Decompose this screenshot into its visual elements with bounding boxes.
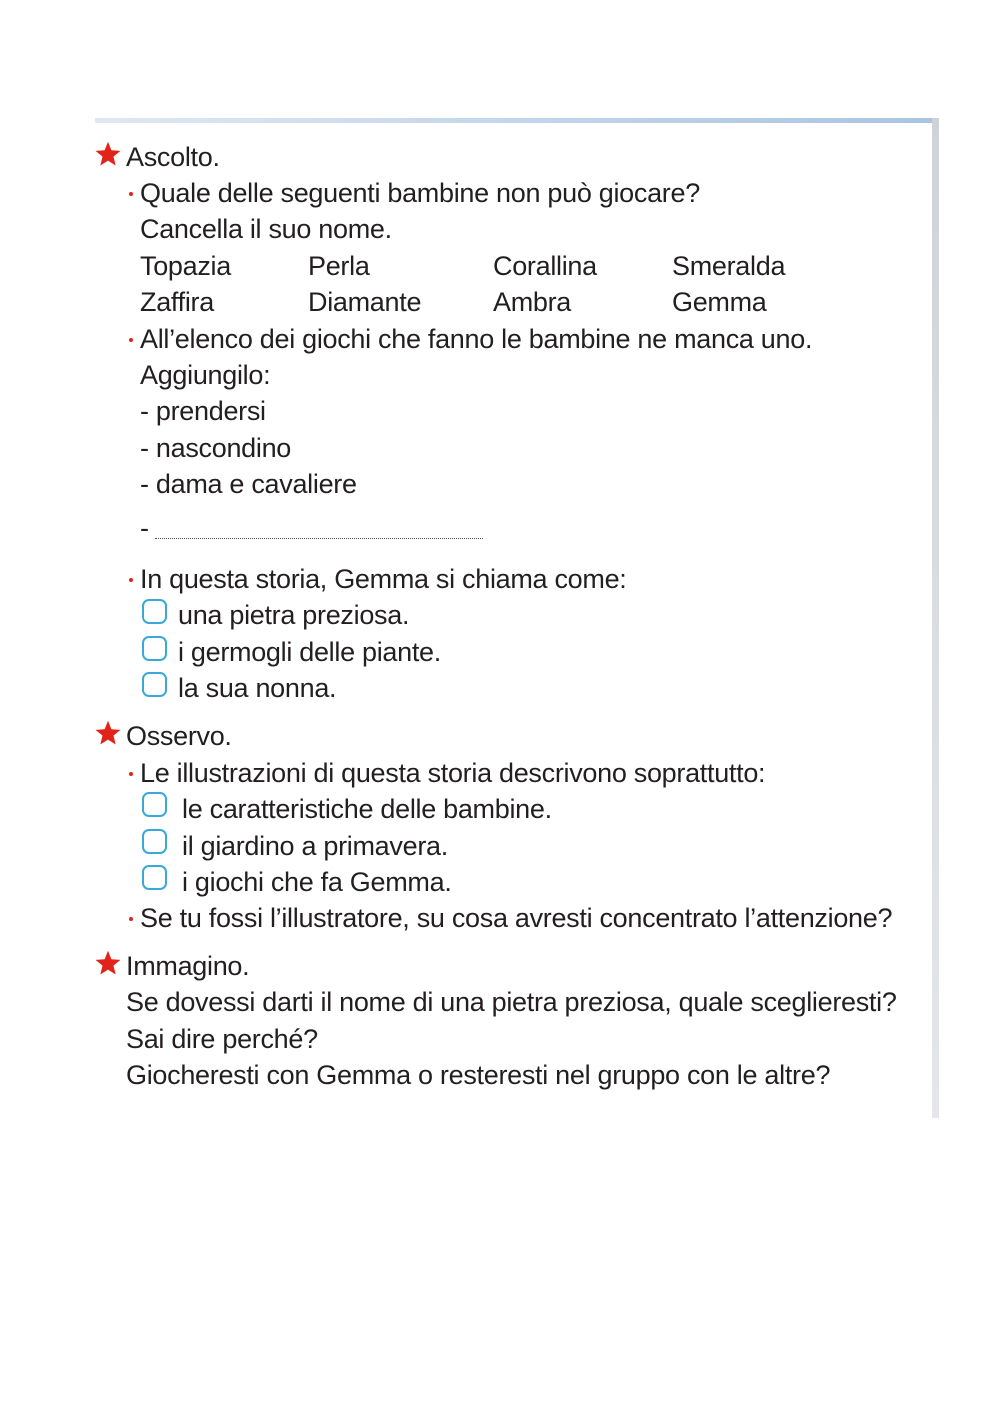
name-corallina[interactable]: Corallina	[493, 251, 597, 281]
question-text: All’elenco dei giochi che fanno le bambine ne manca uno.	[140, 324, 813, 354]
game-item: - nascondino	[140, 433, 292, 463]
star-icon	[94, 719, 122, 747]
star-icon	[94, 949, 122, 977]
checkbox[interactable]	[142, 829, 167, 854]
checkbox[interactable]	[142, 599, 167, 624]
right-rule	[932, 118, 939, 1118]
game-item: - prendersi	[140, 396, 266, 426]
name-ambra[interactable]: Ambra	[493, 287, 572, 317]
question-instruction: Cancella il suo nome.	[140, 214, 392, 244]
answer-line[interactable]	[155, 538, 483, 539]
name-topazia[interactable]: Topazia	[140, 251, 231, 281]
option-label: la sua nonna.	[178, 673, 337, 703]
question-text: Quale delle seguenti bambine non può giocare?	[140, 178, 700, 208]
section-title-osservo: Osservo.	[126, 721, 232, 751]
prompt-line: Giocheresti con Gemma o resteresti nel gruppo con le altre?	[126, 1060, 831, 1090]
name-smeralda[interactable]: Smeralda	[672, 251, 786, 281]
bullet	[129, 772, 133, 776]
question-text: Le illustrazioni di questa storia descrivono soprattutto:	[140, 758, 766, 788]
checkbox[interactable]	[142, 636, 167, 661]
top-rule	[95, 118, 937, 123]
name-perla[interactable]: Perla	[308, 251, 370, 281]
name-zaffira[interactable]: Zaffira	[140, 287, 214, 317]
name-diamante[interactable]: Diamante	[308, 287, 422, 317]
bullet	[129, 917, 133, 921]
checkbox[interactable]	[142, 865, 167, 890]
blank-dash: -	[140, 513, 149, 543]
star-icon	[94, 140, 122, 168]
option-label: una pietra preziosa.	[178, 600, 410, 630]
question-instruction: Aggiungilo:	[140, 360, 271, 390]
question-text: In questa storia, Gemma si chiama come:	[140, 564, 627, 594]
bullet	[129, 338, 133, 342]
option-label: i giochi che fa Gemma.	[182, 867, 452, 897]
option-label: le caratteristiche delle bambine.	[182, 794, 552, 824]
question-text: Se tu fossi l’illustratore, su cosa avresti concentrato l’attenzione?	[140, 903, 893, 933]
prompt-line: Sai dire perché?	[126, 1024, 318, 1054]
option-label: i germogli delle piante.	[178, 637, 441, 667]
checkbox[interactable]	[142, 672, 167, 697]
bullet	[129, 578, 133, 582]
bullet	[129, 192, 133, 196]
game-item: - dama e cavaliere	[140, 469, 357, 499]
checkbox[interactable]	[142, 792, 167, 817]
option-label: il giardino a primavera.	[182, 831, 448, 861]
section-title-immagino: Immagino.	[126, 951, 250, 981]
name-gemma[interactable]: Gemma	[672, 287, 767, 317]
section-title-ascolto: Ascolto.	[126, 142, 220, 172]
prompt-line: Se dovessi darti il nome di una pietra preziosa, quale sceglieresti?	[126, 987, 897, 1017]
